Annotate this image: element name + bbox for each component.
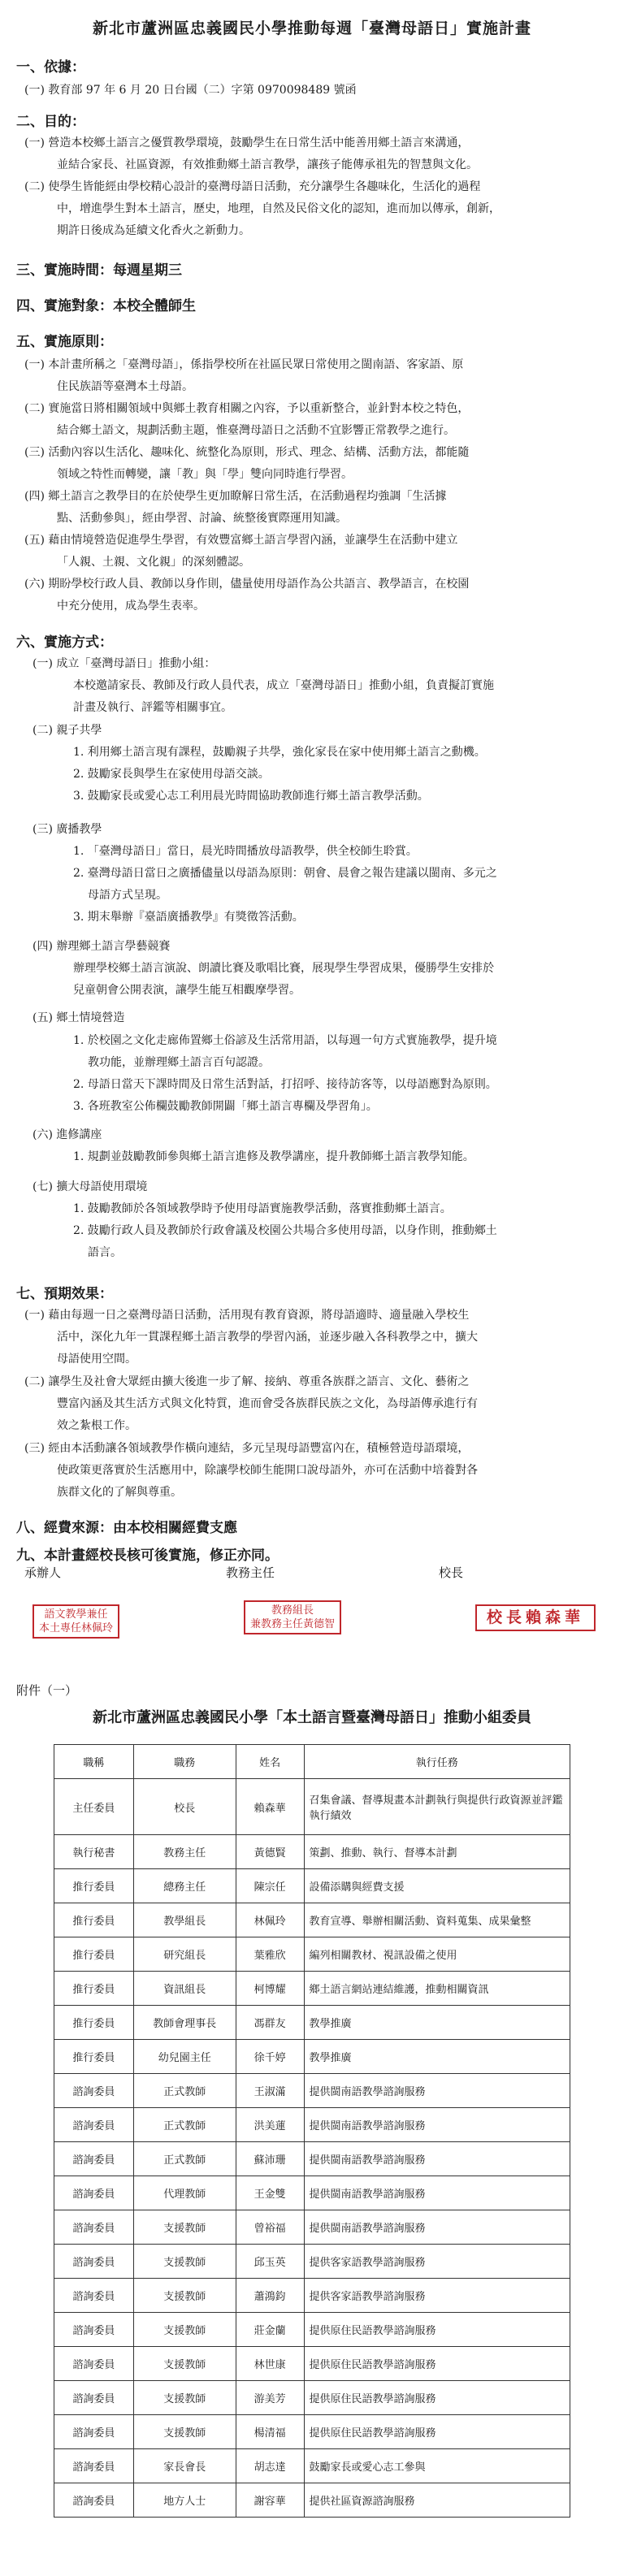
position-cell: 研究組長 xyxy=(133,1937,236,1972)
position-cell: 正式教師 xyxy=(133,2142,236,2176)
table-row xyxy=(54,1835,570,1869)
position-cell: 教務主任 xyxy=(133,1835,236,1869)
section-7-line: 母語使用空間。 xyxy=(57,1353,136,1366)
task-cell: 教學推廣 xyxy=(304,2040,570,2074)
section-6-line: 1. 鼓勵教師於各領域教學時予使用母語實施教學活動，落實推動鄉土語言。 xyxy=(73,1202,452,1215)
position-cell: 支援教師 xyxy=(133,2210,236,2245)
title-cell: 諮詢委員 xyxy=(54,2108,134,2142)
section-7-line: 族群文化的了解與尊重。 xyxy=(57,1486,182,1499)
name-cell: 王淑滿 xyxy=(236,2074,304,2108)
position-cell: 校長 xyxy=(133,1779,236,1835)
section-6-line: 教功能，並辦理鄉土語言百句認證。 xyxy=(88,1056,270,1069)
section-7-line: (一) 藉由每週一日之臺灣母語日活動，活用現有教育資源，將母語適時、適量融入學校生 xyxy=(24,1309,470,1322)
section-6-line: 本校邀請家長、教師及行政人員代表，成立「臺灣母語日」推動小組，負責擬訂實施 xyxy=(73,679,494,692)
column-header: 職稱 xyxy=(54,1745,134,1779)
table-row xyxy=(54,2142,570,2176)
name-cell: 游美芳 xyxy=(236,2381,304,2415)
title-cell: 諮詢委員 xyxy=(54,2381,134,2415)
section-5-line: (四) 鄉土語言之教學目的在於使學生更加瞭解日常生活，在活動過程均強調「生活據 xyxy=(24,490,447,503)
committee-table xyxy=(54,1744,570,2518)
title-cell: 諮詢委員 xyxy=(54,2210,134,2245)
position-cell: 教學組長 xyxy=(133,1903,236,1937)
section-2-line: 並結合家長、社區資源，有效推動鄉土語言教學，讓孩子能傳承祖先的智慧與文化。 xyxy=(57,158,478,171)
task-cell: 提供閩南語教學諮詢服務 xyxy=(304,2074,570,2108)
section-6-line: 辦理學校鄉土語言演說、朗讀比賽及歌唱比賽，展現學生學習成果，優勝學生安排於 xyxy=(73,962,494,975)
table-row xyxy=(54,2210,570,2245)
task-cell: 提供閩南語教學諮詢服務 xyxy=(304,2176,570,2210)
task-cell: 召集會議、督導規畫本計劃執行與提供行政資源並評鑑執行績效 xyxy=(304,1779,570,1835)
position-cell: 支援教師 xyxy=(133,2347,236,2381)
task-cell: 鼓勵家長或愛心志工參與 xyxy=(304,2449,570,2483)
position-cell: 家長會長 xyxy=(133,2449,236,2483)
name-cell: 賴森華 xyxy=(236,1779,304,1835)
annex-title: 新北市蘆洲區忠義國民小學「本土語言暨臺灣母語日」推動小組委員 xyxy=(93,1709,531,1726)
table-row xyxy=(54,2006,570,2040)
section-6-line: 3. 鼓勵家長或愛心志工利用晨光時間協助教師進行鄉土語言教學活動。 xyxy=(73,790,429,803)
task-cell: 提供原住民語教學諮詢服務 xyxy=(304,2313,570,2347)
principal-stamp: 校長賴森華 xyxy=(475,1604,596,1631)
subsection-heading: (七) 擴大母語使用環境 xyxy=(32,1180,148,1193)
position-cell: 支援教師 xyxy=(133,2313,236,2347)
table-row xyxy=(54,2176,570,2210)
name-cell: 謝容華 xyxy=(236,2483,304,2518)
handler-stamp xyxy=(32,1604,119,1639)
title-cell: 諮詢委員 xyxy=(54,2245,134,2279)
subsection-heading: (四) 辦理鄉土語言學藝競賽 xyxy=(32,940,171,953)
table-row xyxy=(54,2347,570,2381)
section-5-line: 「人親、土親、文化親」的深刻體認。 xyxy=(57,556,250,569)
name-cell: 蕭鴻鈞 xyxy=(236,2279,304,2313)
column-header: 職務 xyxy=(133,1745,236,1779)
section-6-line: 2. 鼓勵家長與學生在家使用母語交談。 xyxy=(73,768,270,781)
table-row xyxy=(54,2313,570,2347)
section-7-line: (二) 讓學生及社會大眾經由擴大後進一步了解、接納、尊重各族群之語言、文化、藝術之 xyxy=(24,1375,470,1388)
section-2-line: 中，增進學生對本土語言，歷史，地理，自然及民俗文化的認知，進而加以傳承，創新， xyxy=(57,202,500,215)
position-cell: 教師會理事長 xyxy=(133,2006,236,2040)
section-8-heading: 八、經費來源：由本校相關經費支應 xyxy=(16,1520,237,1536)
table-row xyxy=(54,2381,570,2415)
section-6-line: 1. 規劃並鼓勵教師參與鄉土語言進修及教學講座，提升教師鄉土語言教學知能。 xyxy=(73,1150,474,1163)
subsection-heading: (一) 成立「臺灣母語日」推動小組： xyxy=(32,657,216,670)
title-cell: 諮詢委員 xyxy=(54,2279,134,2313)
signature-block xyxy=(0,1564,624,1653)
position-cell: 代理教師 xyxy=(133,2176,236,2210)
section-2-line: 期許日後成為延續文化香火之新動力。 xyxy=(57,224,250,237)
title-cell: 諮詢委員 xyxy=(54,2176,134,2210)
title-cell: 推行委員 xyxy=(54,2006,134,2040)
section-6-line: 2. 母語日當天下課時間及日常生活對話，打招呼、接待訪客等，以母語應對為原則。 xyxy=(73,1078,497,1091)
subsection-heading: (二) 親子共學 xyxy=(32,724,102,737)
table-row xyxy=(54,2449,570,2483)
task-cell: 提供原住民語教學諮詢服務 xyxy=(304,2381,570,2415)
table-row xyxy=(54,2279,570,2313)
section-5-line: 住民族語等臺灣本土母語。 xyxy=(57,380,193,393)
title-cell: 推行委員 xyxy=(54,1903,134,1937)
name-cell: 陳宗任 xyxy=(236,1869,304,1903)
title-cell: 執行秘書 xyxy=(54,1835,134,1869)
task-cell: 教育宣導、舉辦相關活動、資料蒐集、成果彙整 xyxy=(304,1903,570,1937)
title-cell: 諮詢委員 xyxy=(54,2483,134,2518)
position-cell: 支援教師 xyxy=(133,2381,236,2415)
section-6-line: 1. 「臺灣母語日」當日，晨光時間播放母語教學，供全校師生聆賞。 xyxy=(73,845,418,858)
name-cell: 柯博耀 xyxy=(236,1972,304,2006)
section-1-line: (一) 教育部 97 年 6 月 20 日台國（二）字第 0970098489 號函 xyxy=(24,84,357,97)
section-5-line: (五) 藉由情境營造促進學生學習，有效豐富鄉土語言學習內涵，並讓學生在活動中建立 xyxy=(24,534,458,547)
task-cell: 教學推廣 xyxy=(304,2006,570,2040)
subsection-heading: (六) 進修講座 xyxy=(32,1128,102,1141)
table-header-row xyxy=(54,1745,570,1779)
section-5-line: (一) 本計畫所稱之「臺灣母語」，係指學校所在社區民眾日常使用之閩南語、客家語、原 xyxy=(24,358,464,371)
section-5-line: (六) 期盼學校行政人員、教師以身作則，儘量使用母語作為公共語言、教學語言，在校園 xyxy=(24,578,470,591)
section-5-line: 中充分使用，成為學生表率。 xyxy=(57,600,205,613)
section-6-line: 2. 鼓勵行政人員及教師於行政會議及校園公共場合多使用母語，以身作則，推動鄉土 xyxy=(73,1224,497,1237)
section-4-heading: 四、實施對象：本校全體師生 xyxy=(16,298,196,314)
section-6-line: 計畫及執行、評鑑等相關事宜。 xyxy=(73,701,232,714)
stamp-line: 語文教學兼任 xyxy=(44,1608,108,1621)
title-cell: 諮詢委員 xyxy=(54,2313,134,2347)
section-7-line: (三) 經由本活動讓各領域教學作橫向連結，多元呈現母語豐富內在，積極營造母語環境， xyxy=(24,1442,470,1455)
table-row xyxy=(54,1972,570,2006)
table-row xyxy=(54,2245,570,2279)
section-9-heading: 九、本計畫經校長核可後實施，修正亦同。 xyxy=(16,1548,279,1564)
section-5-line: 點、活動參與」，經由學習、討論、統整後實際運用知識。 xyxy=(57,512,347,525)
task-cell: 編列相關教材、視訊設備之使用 xyxy=(304,1937,570,1972)
section-5-line: 結合鄉土語文，規劃活動主題，惟臺灣母語日之活動不宜影響正常教學之進行。 xyxy=(57,424,455,437)
annex-label: 附件（一） xyxy=(16,1683,78,1698)
section-3-heading: 三、實施時間：每週星期三 xyxy=(16,262,182,279)
section-6-heading: 六、實施方式： xyxy=(16,634,113,651)
stamp-line: 兼教務主任黃德智 xyxy=(250,1618,336,1630)
position-cell: 支援教師 xyxy=(133,2415,236,2449)
task-cell: 提供客家語教學諮詢服務 xyxy=(304,2279,570,2313)
title-cell: 諮詢委員 xyxy=(54,2074,134,2108)
table-row xyxy=(54,1869,570,1903)
name-cell: 洪美蓮 xyxy=(236,2108,304,2142)
title-cell: 諮詢委員 xyxy=(54,2415,134,2449)
section-7-line: 使政策更落實於生活應用中，除讓學校師生能開口說母語外，亦可在活動中培養對各 xyxy=(57,1464,478,1477)
position-cell: 總務主任 xyxy=(133,1869,236,1903)
table-row xyxy=(54,1937,570,1972)
title-cell: 推行委員 xyxy=(54,1869,134,1903)
section-6-line: 3. 各班教室公佈欄鼓勵教師開闢「鄉土語言專欄及學習角」。 xyxy=(73,1100,378,1113)
document-title: 新北市蘆洲區忠義國民小學推動每週「臺灣母語日」實施計畫 xyxy=(92,19,531,37)
task-cell: 提供閩南語教學諮詢服務 xyxy=(304,2210,570,2245)
position-cell: 正式教師 xyxy=(133,2108,236,2142)
section-2-line: (二) 使學生皆能經由學校精心設計的臺灣母語日活動，充分讓學生各趣味化，生活化的過程 xyxy=(24,180,481,193)
name-cell: 林佩玲 xyxy=(236,1903,304,1937)
section-6-line: 語言。 xyxy=(88,1246,122,1259)
handler-label: 承辦人 xyxy=(24,1565,62,1580)
subsection-heading: (五) 鄉土情境營造 xyxy=(32,1011,125,1024)
table-row xyxy=(54,2040,570,2074)
section-6-line: 1. 利用鄉土語言現有課程，鼓勵親子共學，強化家長在家中使用鄉土語言之動機。 xyxy=(73,746,486,759)
position-cell: 正式教師 xyxy=(133,2074,236,2108)
title-cell: 諮詢委員 xyxy=(54,2347,134,2381)
name-cell: 林世康 xyxy=(236,2347,304,2381)
section-7-line: 效之紮根工作。 xyxy=(57,1419,136,1432)
title-cell: 諮詢委員 xyxy=(54,2142,134,2176)
position-cell: 支援教師 xyxy=(133,2279,236,2313)
academic-director-label: 教務主任 xyxy=(226,1565,275,1580)
section-6-line: 1. 於校園之文化走廊佈置鄉土俗諺及生活常用語，以每週一句方式實施教學，提升境 xyxy=(73,1034,497,1047)
table-row xyxy=(54,1779,570,1835)
name-cell: 胡志達 xyxy=(236,2449,304,2483)
task-cell: 提供客家語教學諮詢服務 xyxy=(304,2245,570,2279)
task-cell: 鄉土語言網站連結維護，推動相關資訊 xyxy=(304,1972,570,2006)
section-5-line: 領域之特性而轉變，讓「教」與「學」雙向同時進行學習。 xyxy=(57,468,353,481)
name-cell: 王金雙 xyxy=(236,2176,304,2210)
section-6-line: 3. 期末舉辦『臺語廣播教學』有獎徵答活動。 xyxy=(73,911,304,924)
name-cell: 黃德賢 xyxy=(236,1835,304,1869)
task-cell: 提供閩南語教學諮詢服務 xyxy=(304,2142,570,2176)
task-cell: 提供閩南語教學諮詢服務 xyxy=(304,2108,570,2142)
section-7-line: 活中，深化九年一貫課程鄉土語言教學的學習內涵，並逐步融入各科教學之中，擴大 xyxy=(57,1331,478,1344)
stamp-line: 本土專任林佩玲 xyxy=(39,1622,114,1634)
task-cell: 提供原住民語教學諮詢服務 xyxy=(304,2415,570,2449)
title-cell: 推行委員 xyxy=(54,1972,134,2006)
principal-label: 校長 xyxy=(439,1565,464,1580)
academic-director-stamp xyxy=(244,1600,341,1634)
section-6-line: 兒童朝會公開表演，讓學生能互相觀摩學習。 xyxy=(73,984,301,997)
position-cell: 支援教師 xyxy=(133,2245,236,2279)
position-cell: 地方人士 xyxy=(133,2483,236,2518)
section-7-heading: 七、預期效果： xyxy=(16,1286,113,1302)
section-5-line: (二) 實施當日將相關領域中與鄉土教育相關之內容，予以重新整合，並針對本校之特色， xyxy=(24,402,470,415)
stamp-line: 教務組長 xyxy=(271,1604,314,1617)
table-row xyxy=(54,2415,570,2449)
section-2-line: (一) 營造本校鄉土語言之優質教學環境，鼓勵學生在日常生活中能善用鄉土語言來溝通， xyxy=(24,136,470,149)
name-cell: 馮群友 xyxy=(236,2006,304,2040)
task-cell: 提供原住民語教學諮詢服務 xyxy=(304,2347,570,2381)
position-cell: 資訊組長 xyxy=(133,1972,236,2006)
name-cell: 楊清福 xyxy=(236,2415,304,2449)
title-cell: 諮詢委員 xyxy=(54,2449,134,2483)
section-6-line: 2. 臺灣母語日當日之廣播儘量以母語為原則：朝會、晨會之報告建議以閩南、多元之 xyxy=(73,867,497,880)
section-7-line: 豐富內涵及其生活方式與文化特質，進而會受各族群民族之文化，為母語傳承進行有 xyxy=(57,1397,478,1410)
task-cell: 提供社區資源諮詢服務 xyxy=(304,2483,570,2518)
title-cell: 主任委員 xyxy=(54,1779,134,1835)
name-cell: 邱玉英 xyxy=(236,2245,304,2279)
section-5-heading: 五、實施原則： xyxy=(16,334,113,350)
section-2-heading: 二、目的： xyxy=(16,114,85,130)
table-row xyxy=(54,2108,570,2142)
name-cell: 曾裕福 xyxy=(236,2210,304,2245)
subsection-heading: (三) 廣播教學 xyxy=(32,823,102,836)
name-cell: 莊金蘭 xyxy=(236,2313,304,2347)
task-cell: 設備添購與經費支援 xyxy=(304,1869,570,1903)
column-header: 姓名 xyxy=(236,1745,304,1779)
section-1-heading: 一、依據： xyxy=(16,59,85,76)
table-row xyxy=(54,2483,570,2518)
title-cell: 推行委員 xyxy=(54,1937,134,1972)
table-row xyxy=(54,1903,570,1937)
column-header: 執行任務 xyxy=(304,1745,570,1779)
name-cell: 蘇沛珊 xyxy=(236,2142,304,2176)
section-6-line: 母語方式呈現。 xyxy=(88,889,167,902)
title-cell: 推行委員 xyxy=(54,2040,134,2074)
name-cell: 徐千婷 xyxy=(236,2040,304,2074)
table-row xyxy=(54,2074,570,2108)
position-cell: 幼兒園主任 xyxy=(133,2040,236,2074)
section-5-line: (三) 活動內容以生活化、趣味化、統整化為原則，形式、理念、結構、活動方法，都能隨 xyxy=(24,446,470,459)
name-cell: 葉雅欣 xyxy=(236,1937,304,1972)
task-cell: 策劃、推動、執行、督導本計劃 xyxy=(304,1835,570,1869)
